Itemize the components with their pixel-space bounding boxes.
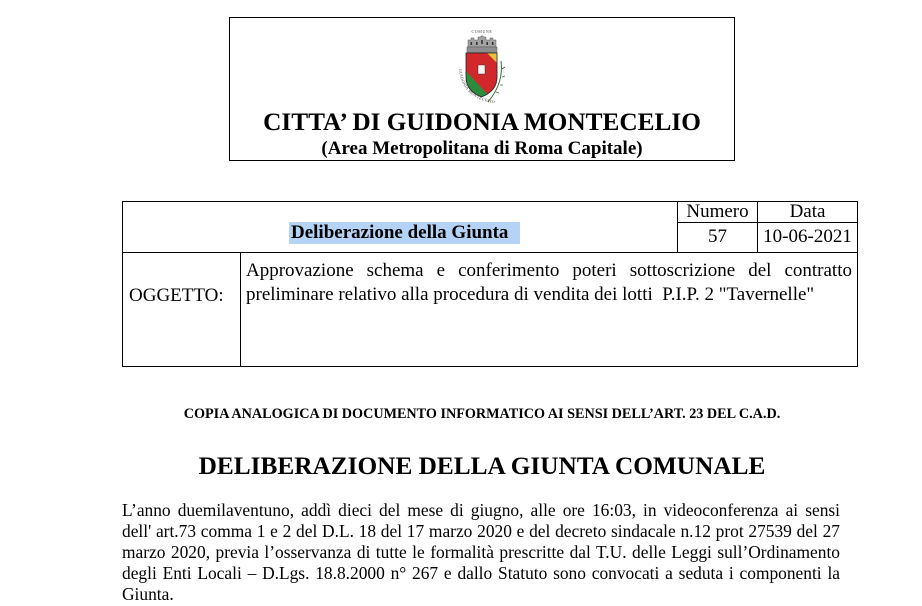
deliberation-type-cell	[122, 201, 678, 253]
body-line: degli Enti Locali – D.Lgs. 18.8.2000 n° 267 e dallo Statuto sono convocati a seduta i componenti la	[122, 563, 840, 583]
logo-top-text: COMUNE	[471, 29, 493, 34]
municipality-subtitle: (Area Metropolitana di Roma Capitale)	[321, 138, 643, 159]
subject-label: OGGETTO:	[129, 285, 224, 306]
municipality-title: CITTA’ DI GUIDONIA MONTECELIO	[263, 108, 701, 136]
body-line: marzo 2020, previa l’osservanza di tutte le formalità prescritte dal T.U. delle Leggi sull’Ordinamento	[122, 542, 840, 562]
number-header-cell	[677, 201, 758, 223]
date-value-cell	[757, 222, 858, 253]
body-paragraph	[122, 500, 840, 605]
deliberation-date: 10-06-2021	[763, 226, 852, 247]
number-header: Numero	[686, 201, 749, 222]
mural-crown-icon	[467, 36, 497, 53]
deliberation-type-label: Deliberazione della Giunta	[289, 222, 520, 244]
body-line: dell' art.73 comma 1 e 2 del D.L. 18 del 17 marzo 2020 e del decreto sindacale n.12 prot 27539 del 27	[122, 521, 840, 541]
logo-arc-text: GUIDONIA MONTECELIO	[457, 68, 496, 105]
body-line: Giunta.	[122, 584, 174, 604]
body-line: L’anno duemilaventuno, addì dieci del mese di giugno, alle ore 16:03, in videoconferenza ai sensi	[122, 500, 840, 520]
date-header-cell	[757, 201, 858, 223]
coat-of-arms-logo	[456, 25, 508, 107]
copy-notice: COPIA ANALOGICA DI DOCUMENTO INFORMATICO AI SENSI DELL’ART. 23 DEL C.A.D.	[183, 406, 781, 422]
subject-line: preliminare relativo alla procedura di vendita dei lotti P.I.P. 2 "Tavernelle"	[246, 284, 815, 305]
deliberation-number: 57	[708, 226, 727, 247]
subject-value-cell	[240, 252, 858, 367]
number-value-cell	[677, 222, 758, 253]
subject-line: Approvazione schema e conferimento poteri sottoscrizione del contratto	[246, 260, 852, 281]
municipality-header	[229, 17, 735, 161]
date-header: Data	[789, 201, 826, 222]
subject-label-cell	[122, 252, 241, 367]
document-title: DELIBERAZIONE DELLA GIUNTA COMUNALE	[198, 452, 766, 480]
subject-text	[246, 259, 852, 307]
